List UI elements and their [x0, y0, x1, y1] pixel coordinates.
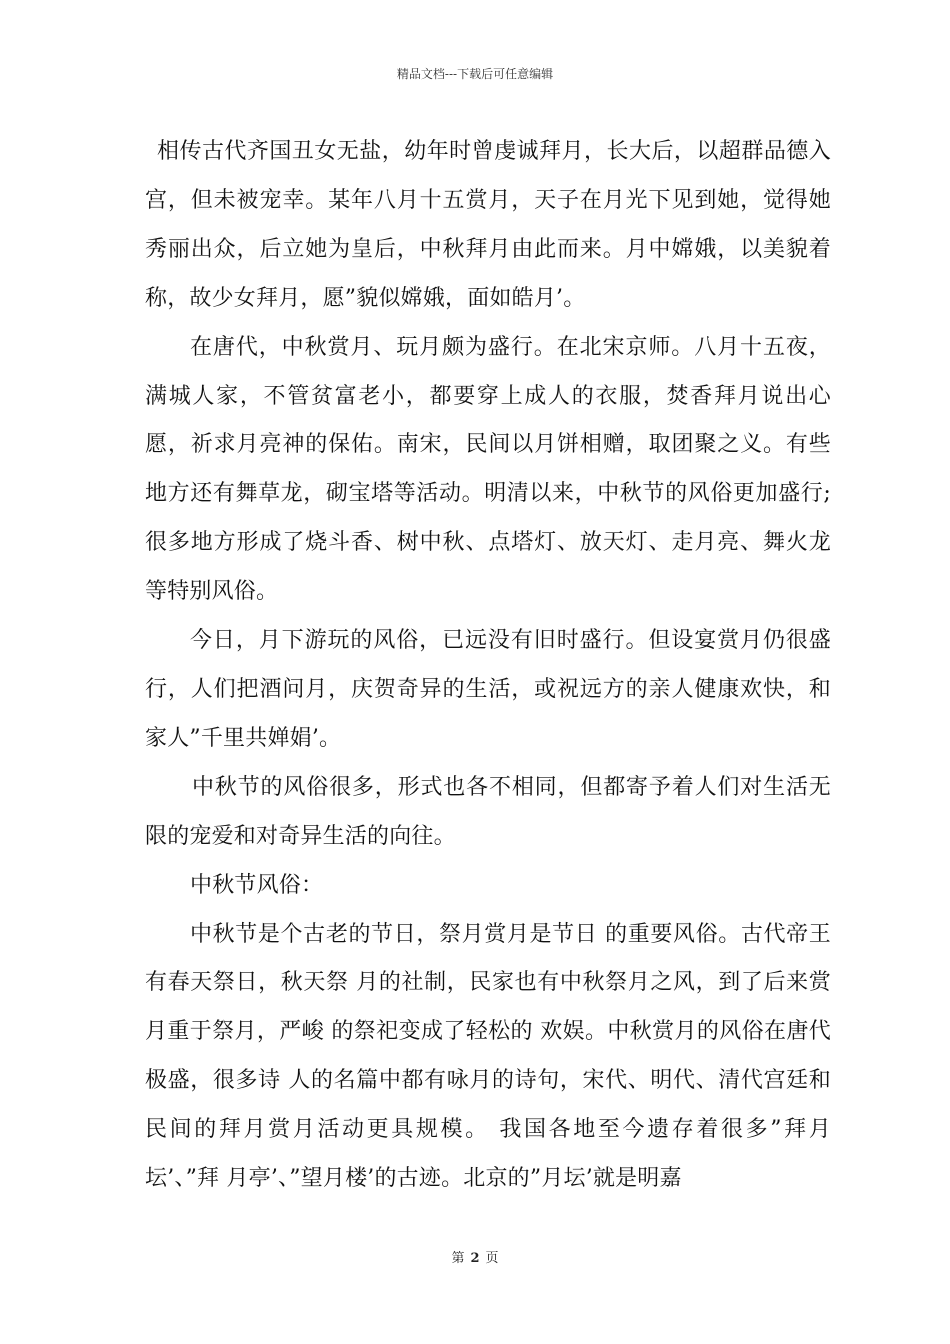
- paragraph-wuyan-legend: 相传古代齐国丑女无盐，幼年时曾虔诚拜月，长大后，以超群品德入宫，但未被宠幸。某年八月十五赏月，天子在月光下见到她，觉得她秀丽出众，后立她为皇后，中秋拜月由此而来。月中嫦娥，以美貌着称，故少女拜月，愿”貌似嫦娥，面如皓月’。: [145, 139, 831, 311]
- page-header: 精品文档---下载后可任意编辑: [396, 67, 554, 81]
- paragraph-moon-worship: 中秋节是个古老的节日，祭月赏月是节日 的重要风俗。古代帝王有春天祭日，秋天祭 月的社制，民家也有中秋祭月之风，到了后来赏月重于祭月，严峻 的祭祀变成了轻松的 欢娱。中秋赏月的风俗在唐代极盛，很多诗 人的名篇中都有咏月的诗句，宋代、明代、清代宫廷和民间的拜月赏月活动更具规模。 我国各地至今遗存着很多”拜月坛’、”拜 月亭’、”望月楼’的古迹。北京的”月坛’就是明嘉: [145, 921, 831, 1192]
- section-heading-customs: 中秋节风俗：: [190, 872, 324, 898]
- page-label-suffix: 页: [485, 1251, 499, 1266]
- paragraph-modern-customs: 今日，月下游玩的风俗，已远没有旧时盛行。但设宴赏月仍很盛行，人们把酒问月，庆贺奇异的生活，或祝远方的亲人健康欢快，和家人”千里共婵娟’。: [145, 628, 831, 751]
- page-footer: [0, 1250, 950, 1268]
- page-number: 2: [470, 1251, 480, 1266]
- paragraph-customs-summary: 中秋节的风俗很多，形式也各不相同，但都寄予着人们对生活无限的宠爱和对奇异生活的向往。: [145, 774, 831, 849]
- document-body: [145, 128, 831, 1204]
- paragraph-tang-song-customs: 在唐代，中秋赏月、玩月颇为盛行。在北宋京师。八月十五夜，满城人家，不管贫富老小，都要穿上成人的衣服，焚香拜月说出心愿，祈求月亮神的保佑。南宋，民间以月饼相赠，取团聚之义。有些地方还有舞草龙，砌宝塔等活动。明清以来，中秋节的风俗更加盛行;很多地方形成了烧斗香、树中秋、点塔灯、放天灯、走月亮、舞火龙等特别风俗。: [145, 334, 831, 605]
- page-label-prefix: 第: [451, 1251, 465, 1266]
